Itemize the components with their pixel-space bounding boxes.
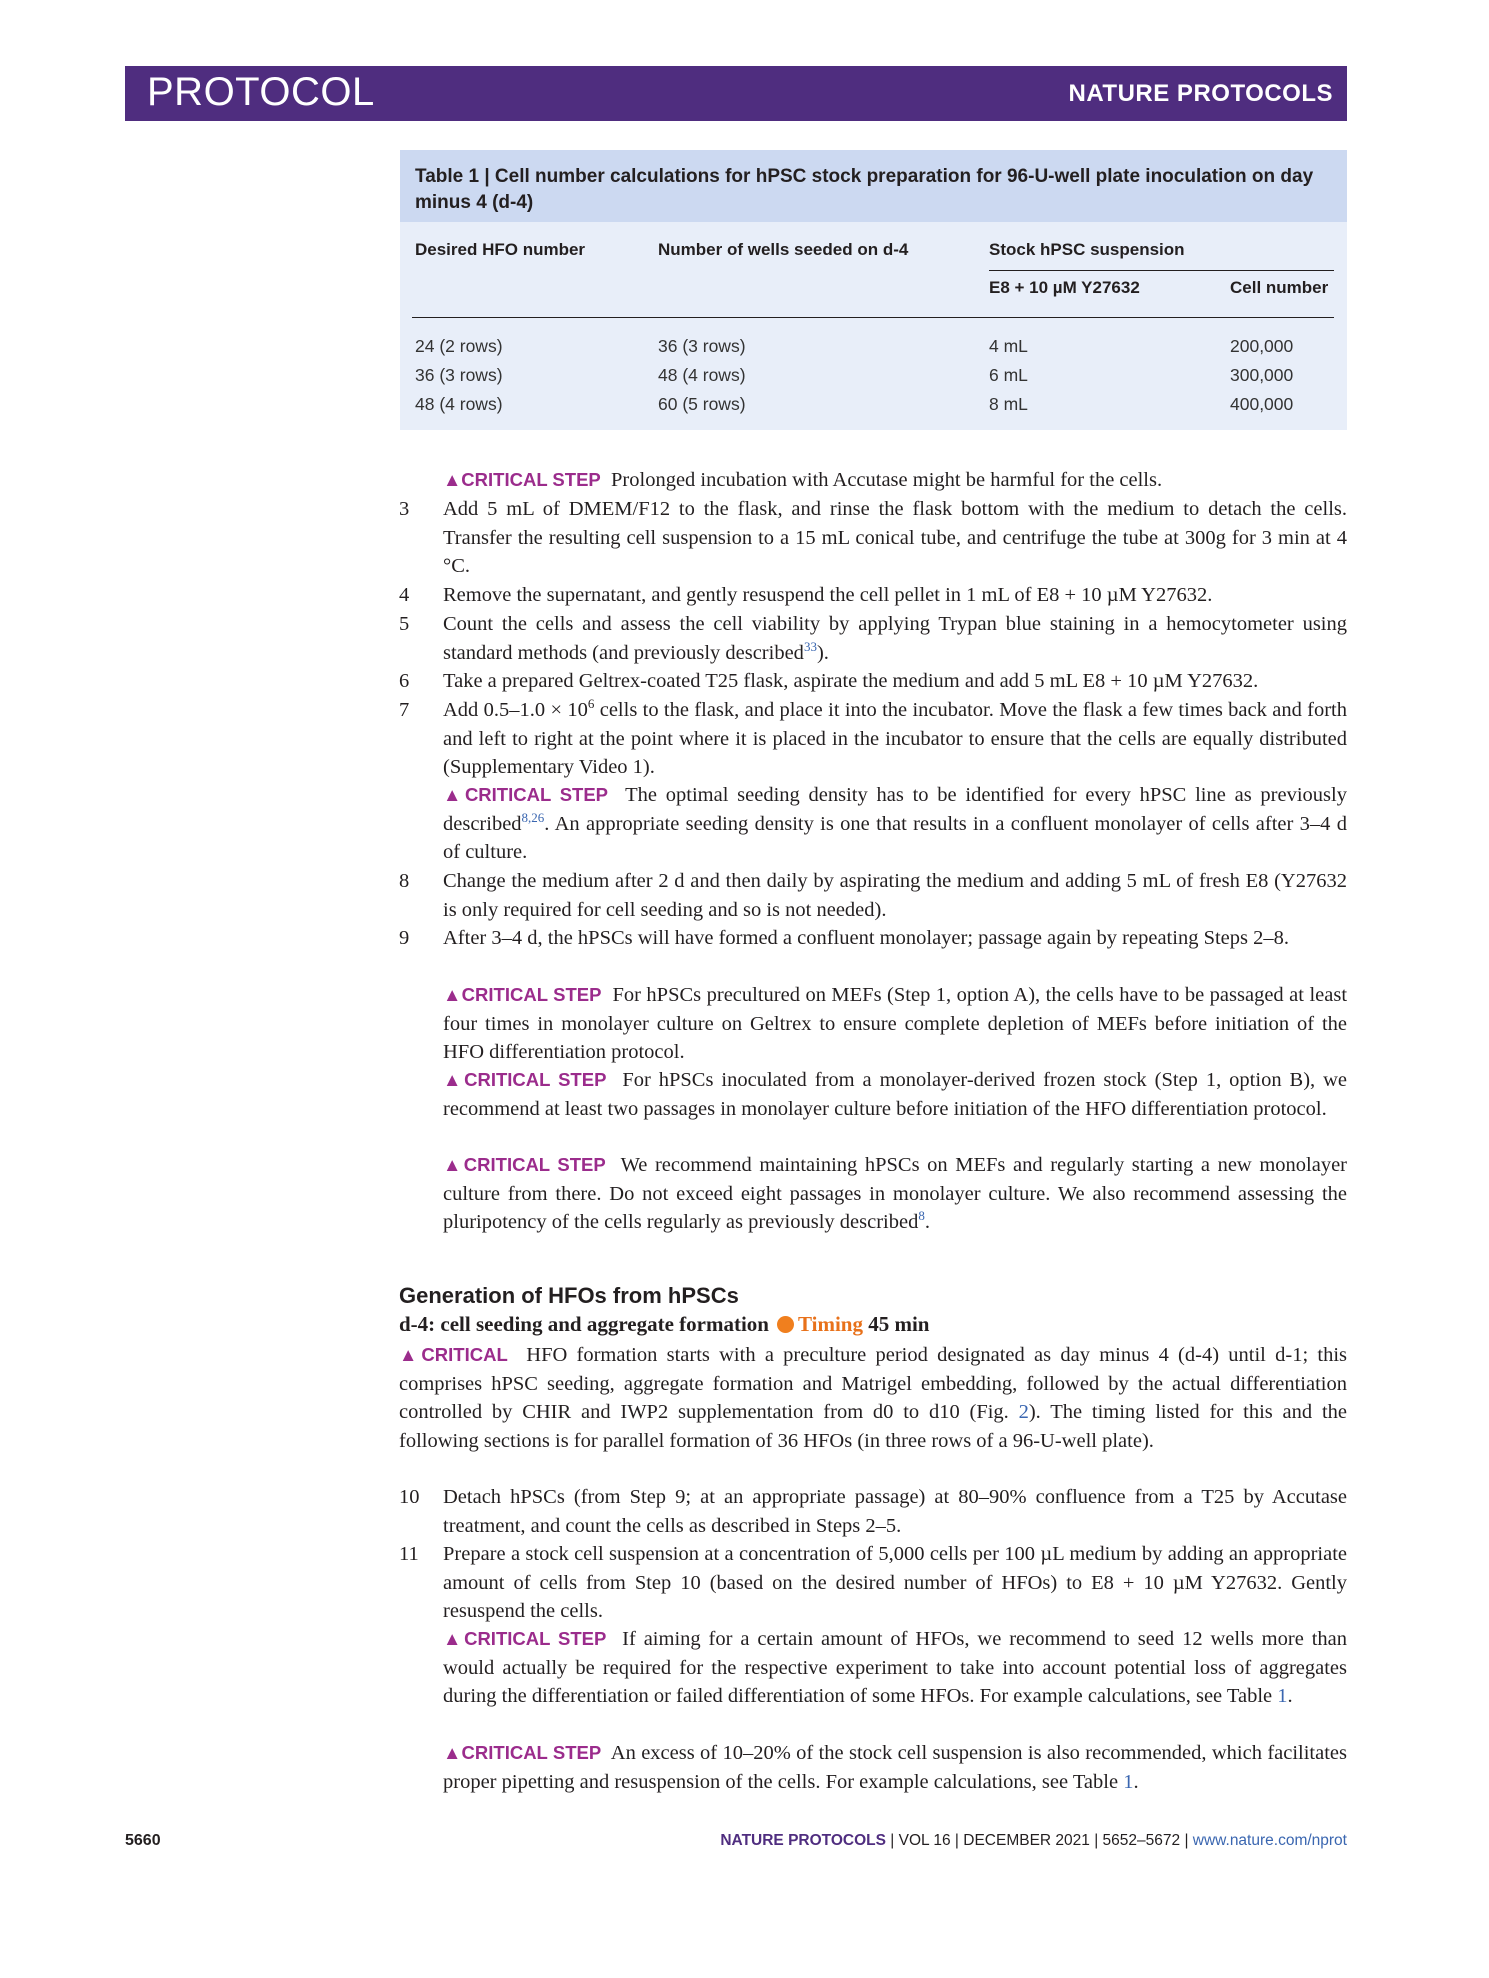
critical-step: ▲CRITICAL STEP Prolonged incubation with Accutase might be harmful for the cells. — [443, 469, 1163, 491]
table-cell: 300,000 — [1230, 365, 1294, 385]
step-9: After 3–4 d, the hPSCs will have formed a confluent monolayer; passage again by repeating Steps 2–8. — [443, 927, 1289, 949]
table-cell: 4 mL — [989, 336, 1028, 356]
step-5: Count the cells and assess the cell viability by applying Trypan blue staining in a hemocytometer using standard methods (and previously described$^{33}$). — [443, 613, 1347, 664]
page-number: 5660 — [125, 1832, 161, 1849]
step-number: 3 — [399, 498, 410, 520]
step-number: 6 — [399, 670, 410, 692]
table-caption: Table 1 | Cell number calculations for hPSC stock preparation for 96-U-well plate inoculation on day minus 4 (d-4) — [400, 150, 1347, 222]
step-3: Add 5 mL of DMEM/F12 to the flask, and rinse the flask bottom with the medium to detach the cells. Transfer the resulting cell suspension to a 15 mL conical tube, and centrifuge the tube at 300g for 3 min at 4 °C. — [443, 498, 1347, 577]
group-rule — [989, 270, 1334, 271]
col-header-hfo: Desired HFO number — [415, 240, 586, 259]
step-number: 4 — [399, 584, 410, 606]
table-1 — [400, 150, 1347, 430]
step-6: Take a prepared Geltrex-coated T25 flask, aspirate the medium and add 5 mL E8 + 10 µM Y27632. — [443, 670, 1259, 692]
table-cell: 36 (3 rows) — [415, 365, 503, 385]
table-cell: 6 mL — [989, 365, 1028, 385]
step-number: 8 — [399, 870, 410, 892]
critical-step: ▲CRITICAL STEP We recommend maintaining hPSCs on MEFs and regularly starting a new monolayer culture from there. Do not exceed eight passages in monolayer culture. We also recommend assessing the pluripotency of the cells regularly as previously described$^8$. — [443, 1154, 1348, 1233]
step-10: Detach hPSCs (from Step 9; at an appropriate passage) at 80–90% confluence from a T25 by Accutase treatment, and count the cells as described in Steps 2–5. — [443, 1486, 1347, 1537]
section-intro: ▲CRITICAL HFO formation starts with a preculture period designated as day minus 4 (d-4) until d-1; this comprises hPSC seeding, aggregate formation and Matrigel embedding, followed by the actual differentiation controlled by CHIR and IWP2 supplementation from d0 to d10 (Fig. 2). The timing listed for this and the following sections is for parallel formation of 36 HFOs (in three rows of a 96-U-well plate). — [399, 1344, 1348, 1452]
col-header-medium: E8 + 10 µM Y27632 — [989, 278, 1140, 297]
header-rule — [412, 317, 1334, 318]
critical-step: ▲CRITICAL STEP An excess of 10–20% of the stock cell suspension is also recommended, which facilitates proper pipetting and resuspension of the cells. For example calculations, see Table 1. — [443, 1742, 1347, 1793]
critical-step: ▲CRITICAL STEP The optimal seeding density has to be identified for every hPSC line as previously described$^{8,26}$. An appropriate seeding density is one that results in a confluent monolayer of cells after 3–4 d of culture. — [443, 784, 1347, 863]
reference[interactable]: 33 — [803, 638, 817, 654]
table-cell: 200,000 — [1230, 336, 1294, 356]
footer-citation: NATURE PROTOCOLS | VOL 16 | DECEMBER 2021 | 5652–5672 | www.nature.com/nprot — [720, 1832, 1347, 1849]
journal-label: NATURE PROTOCOLS — [1068, 80, 1333, 107]
table-cell: 400,000 — [1230, 394, 1294, 414]
step-8: Change the medium after 2 d and then daily by aspirating the medium and adding 5 mL of fresh E8 (Y27632 is only required for cell seeding and so is not needed). — [443, 870, 1347, 921]
step-number: 9 — [399, 927, 410, 949]
table-cell: 36 (3 rows) — [658, 336, 746, 356]
table-cell: 48 (4 rows) — [658, 365, 746, 385]
subsection-title: d-4: cell seeding and aggregate formation Timing 45 min — [399, 1312, 930, 1336]
table-cell: 24 (2 rows) — [415, 336, 503, 356]
reference[interactable]: 8,26 — [521, 809, 545, 825]
section-title: Generation of HFOs from hPSCs — [399, 1283, 739, 1308]
figure-link[interactable]: 2 — [1018, 1401, 1029, 1423]
reference[interactable]: 8 — [918, 1208, 925, 1224]
step-number: 7 — [399, 699, 410, 721]
col-header-stock: Stock hPSC suspension — [989, 240, 1185, 259]
step-number: 11 — [399, 1543, 419, 1565]
critical-step: ▲CRITICAL STEP For hPSCs inoculated from a monolayer-derived frozen stock (Step 1, option B), we recommend at least two passages in monolayer culture before initiation of the HFO differentiation protocol. — [443, 1069, 1347, 1120]
step-11: Prepare a stock cell suspension at a concentration of 5,000 cells per 100 µL medium by adding an appropriate amount of cells from Step 10 (based on the desired number of HFOs) to E8 + 10 µM Y27632. Gently resuspend the cells. — [443, 1543, 1347, 1622]
table-cell: 60 (5 rows) — [658, 394, 746, 414]
col-header-wells: Number of wells seeded on d-4 — [658, 240, 909, 259]
step-4: Remove the supernatant, and gently resuspend the cell pellet in 1 mL of E8 + 10 µM Y27632. — [443, 584, 1213, 606]
step-number: 10 — [399, 1486, 420, 1508]
section-label: PROTOCOL — [147, 70, 375, 114]
critical-step: ▲CRITICAL STEP If aiming for a certain amount of HFOs, we recommend to seed 12 wells more than would actually be required for the respective experiment to take into account potential loss of aggregates during the differentiation or failed differentiation of some HFOs. For example calculations, see Table 1. — [443, 1628, 1347, 1707]
table-cell: 48 (4 rows) — [415, 394, 503, 414]
timing-dot-icon — [777, 1316, 794, 1333]
col-header-cells: Cell number — [1230, 278, 1329, 297]
page-header — [125, 66, 1347, 121]
table-cell: 8 mL — [989, 394, 1028, 414]
table-link[interactable]: 1 — [1123, 1770, 1134, 1793]
journal-url-link[interactable]: www.nature.com/nprot — [1192, 1832, 1347, 1849]
step-7: Add $0.5-1.0 \times 10^6$ cells to the flask, and place it into the incubator. Move the flask a few times back and forth and left to right at the point where it is placed in the incubator to ensure that the cells are equally distributed (Supplementary Video 1). — [443, 696, 1348, 778]
critical-step: ▲CRITICAL STEP For hPSCs precultured on MEFs (Step 1, option A), the cells have to be passaged at least four times in monolayer culture on Geltrex to ensure complete depletion of MEFs before initiation of the HFO differentiation protocol. — [443, 984, 1348, 1063]
table-link[interactable]: 1 — [1277, 1685, 1288, 1707]
step-number: 5 — [399, 613, 410, 635]
